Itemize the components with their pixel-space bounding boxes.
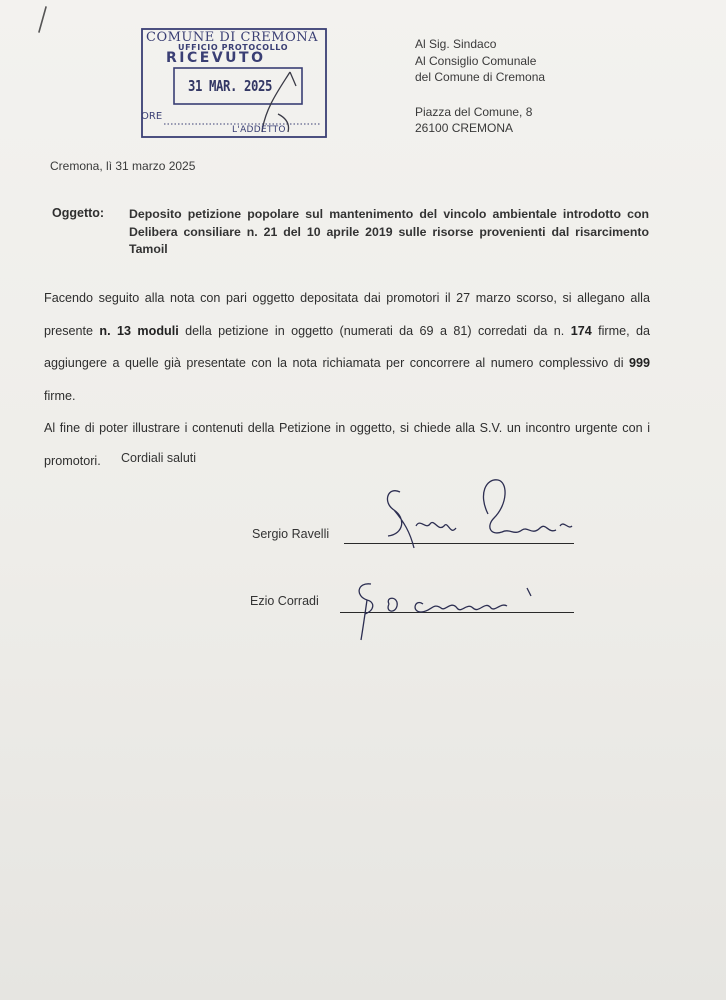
protocol-stamp xyxy=(140,28,328,140)
addressee-line: del Comune di Cremona xyxy=(415,70,546,84)
addressee-street: Piazza del Comune, 8 xyxy=(415,104,533,119)
letter-body xyxy=(44,282,650,477)
body-paragraph-2: Al fine di poter illustrare i contenuti della Petizione in oggetto, si chiede alla S.V. un incontro urgente con i promotori. xyxy=(44,421,650,468)
modules-count: n. 13 moduli xyxy=(99,323,179,338)
body-paragraph-1: Facendo seguito alla nota con pari oggetto depositata dai promotori il 27 marzo scorso, si allegano alla presente n. 13 moduli della petizione in oggetto (numerati da 69 a 81) corredati da n. 174 firme, da aggiungere a quelle già presentate con la nota richiamata per concorrere al numero complessivo di 999 firme. xyxy=(44,291,650,403)
signature-sergio-ravelli xyxy=(360,470,590,550)
signatory-name-1: Sergio Ravelli xyxy=(252,527,330,541)
subject-text: Deposito petizione popolare sul mantenimento del vincolo ambientale introdotto con Delibera consiliare n. 21 del 10 aprile 2019 sulle risorse provenienti dal risarcimento Tamoil xyxy=(129,207,649,256)
signatures-count: 174 xyxy=(570,323,592,338)
stamp-status: RICEVUTO xyxy=(166,50,266,66)
stamp-office: UFFICIO PROTOCOLLO xyxy=(178,43,289,52)
addressee-city: 26100 CREMONA xyxy=(415,121,514,135)
closing: Cordiali saluti xyxy=(121,451,197,465)
stamp-city: COMUNE DI CREMONA xyxy=(146,30,319,45)
addressee-block xyxy=(415,36,545,137)
addressee-line: Al Consiglio Comunale xyxy=(415,53,537,68)
signatures-total: 999 xyxy=(628,356,650,370)
signatory-name-2: Ezio Corradi xyxy=(250,594,319,608)
addressee-line: Al Sig. Sindaco xyxy=(415,37,497,51)
pen-mark-icon xyxy=(36,6,48,34)
stamp-date: 31 MAR. 2025 xyxy=(188,77,272,95)
subject-label: Oggetto: xyxy=(52,206,105,220)
stamp-officer-label: L'ADDETTO xyxy=(232,125,286,135)
stamp-hours-label: ORE xyxy=(141,111,163,122)
place-date: Cremona, lì 31 marzo 2025 xyxy=(50,159,196,173)
signature-ezio-corradi xyxy=(345,574,555,644)
